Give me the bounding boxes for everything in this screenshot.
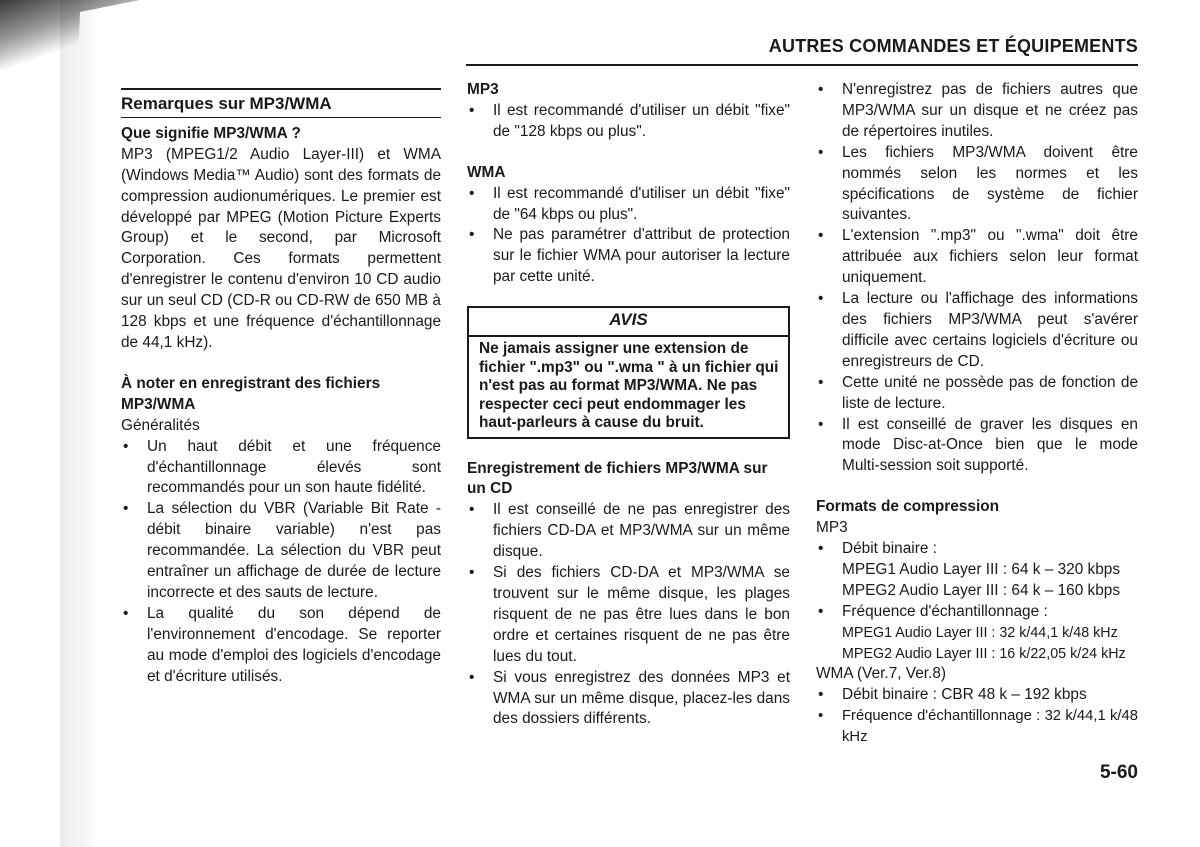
header-rule bbox=[466, 64, 1138, 66]
list-item: • Il est recommandé d'utiliser un débit "fixe" de "128 kbps ou plus". bbox=[467, 101, 790, 143]
page-number: 5-60 bbox=[1099, 762, 1138, 783]
list-item: • Débit binaire : bbox=[816, 539, 1138, 560]
wma-format-list bbox=[816, 685, 1138, 748]
list-item: • Il est recommandé d'utiliser un débit "fixe" de "64 kbps ou plus". bbox=[467, 184, 790, 226]
chapter-header-title: AUTRES COMMANDES ET ÉQUIPEMENTS bbox=[768, 36, 1138, 56]
list-item: • Cette unité ne possède pas de fonction de liste de lecture. bbox=[816, 373, 1138, 415]
list-item: • Si vous enregistrez des données MP3 et WMA sur un même disque, placez-les dans des dossiers différents. bbox=[467, 668, 790, 731]
warning-box bbox=[467, 306, 790, 438]
warning-title: AVIS bbox=[469, 308, 788, 337]
list-item: • Fréquence d'échantillonnage : 32 k/44,1 k/48 kHz bbox=[816, 706, 1138, 748]
mp3-bullet-list bbox=[467, 101, 790, 143]
column-left bbox=[121, 80, 441, 687]
section-rule-bottom bbox=[121, 117, 441, 118]
section-title: Remarques sur MP3/WMA bbox=[121, 94, 332, 113]
list-item: • Si des fichiers CD-DA et MP3/WMA se trouvent sur le même disque, les plages risquent de ne pas être lues dans le bon ordre et certaines risquent de ne pas être lues du tout. bbox=[467, 563, 790, 668]
mp3-format-label: MP3 bbox=[816, 519, 848, 537]
list-item: • N'enregistrez pas de fichiers autres que MP3/WMA sur un disque et ne créez pas de répertoires inutiles. bbox=[816, 80, 1138, 143]
list-item: • La qualité du son dépend de l'environnement d'encodage. Se reporter au mode d'emploi des logiciels d'encodage et d'écriture utilisés. bbox=[121, 604, 441, 688]
cd-recording-heading: Enregistrement de fichiers MP3/WMA sur un CD bbox=[467, 459, 768, 498]
list-item: • Il est conseillé de ne pas enregistrer des fichiers CD-DA et MP3/WMA sur un même disque. bbox=[467, 500, 790, 563]
list-item: • Un haut débit et une fréquence d'échantillonnage élevés sont recommandés pour un son haute fidélité. bbox=[121, 437, 441, 500]
list-item: • Ne pas paramétrer d'attribut de protection sur le fichier WMA pour autoriser la lecture par cette unité. bbox=[467, 225, 790, 288]
spec-line: MPEG2 Audio Layer III : 16 k/22,05 k/24 kHz bbox=[842, 645, 1126, 662]
general-label: Généralités bbox=[121, 416, 200, 434]
spec-line: MPEG1 Audio Layer III : 32 k/44,1 k/48 kHz bbox=[842, 624, 1118, 641]
wma-format-label: WMA (Ver.7, Ver.8) bbox=[816, 665, 947, 683]
list-item: • L'extension ".mp3" ou ".wma" doit être attribuée aux fichiers selon leur format uniquement. bbox=[816, 226, 1138, 289]
mp3-frequency-list bbox=[816, 602, 1138, 623]
list-item: • Les fichiers MP3/WMA doivent être nommés selon les normes et les spécifications de système de fichier suivantes. bbox=[816, 143, 1138, 227]
list-item: • Il est conseillé de graver les disques en mode Disc-at-Once bien que le mode Multi-session soit supporté. bbox=[816, 415, 1138, 478]
what-is-heading: Que signifie MP3/WMA ? bbox=[121, 124, 301, 142]
what-is-text: MP3 (MPEG1/2 Audio Layer-III) et WMA (Windows Media™ Audio) sont des formats de compression audionumériques. Le premier est développé par MPEG (Motion Picture Experts Group) et le second, par Microsoft Corporation. Ces formats permettent d'enregistrer le contenu d'environ 10 CD audio sur un seul CD (CD-R ou CD-RW de 650 MB à 128 kbps et une fréquence d'échantillonnage de 44,1 kHz). bbox=[121, 145, 441, 351]
list-item: • La sélection du VBR (Variable Bit Rate - débit binaire variable) n'est pas recommandée. La sélection du VBR peut entraîner un affichage de durée de lecture incorrecte et des sauts de lecture. bbox=[121, 499, 441, 604]
wma-heading: WMA bbox=[467, 163, 506, 181]
general-bullet-list bbox=[121, 437, 441, 688]
cd-recording-bullet-list bbox=[467, 500, 790, 730]
mp3-heading: MP3 bbox=[467, 81, 499, 98]
wma-bullet-list bbox=[467, 184, 790, 289]
warning-text: Ne jamais assigner une extension de fichier ".mp3" ou ".wma " à un fichier qui n'est pas au format MP3/WMA. Ne pas respecter ceci peut endommager les haut-parleurs à cause du bruit. bbox=[479, 340, 779, 432]
mp3-format-list bbox=[816, 539, 1138, 560]
page-binding-shadow bbox=[60, 0, 100, 847]
section-rule-top bbox=[121, 88, 441, 90]
list-item: • Fréquence d'échantillonnage : bbox=[816, 602, 1138, 623]
compression-formats-heading: Formats de compression bbox=[816, 498, 1000, 516]
column-middle bbox=[467, 80, 790, 730]
recording-notes-heading: À noter en enregistrant des fichiers MP3/WMA bbox=[121, 374, 381, 413]
file-rules-bullet-list bbox=[816, 80, 1138, 477]
column-right bbox=[816, 80, 1138, 748]
spec-line: MPEG2 Audio Layer III : 64 k – 160 kbps bbox=[842, 581, 1121, 599]
spec-line: MPEG1 Audio Layer III : 64 k – 320 kbps bbox=[842, 560, 1121, 578]
list-item: • La lecture ou l'affichage des informations des fichiers MP3/WMA peut s'avérer difficile avec certains logiciels d'écriture ou enregistreurs de CD. bbox=[816, 289, 1138, 373]
list-item: • Débit binaire : CBR 48 k – 192 kbps bbox=[816, 685, 1138, 706]
